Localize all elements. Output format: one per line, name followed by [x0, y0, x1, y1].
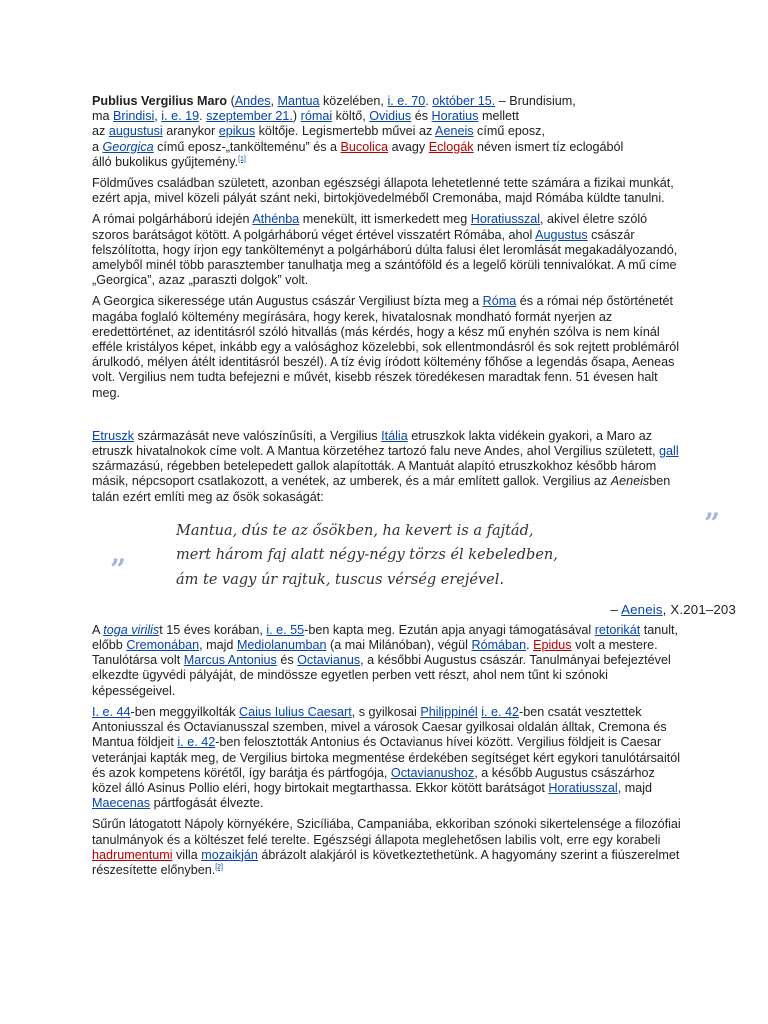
- link-georgica[interactable]: Georgica: [102, 139, 154, 154]
- reference-2[interactable]: [2]: [215, 863, 224, 871]
- article-body: [92, 94, 736, 884]
- link-toga-virilis[interactable]: toga virilis: [103, 622, 160, 637]
- paragraph-etruscan: Etruszk származását neve valószínűsíti, a Vergilius Itália etruszkok lakta vidékein gyakori, a Maro az etruszk hivatalnokok címe volt. A Mantua körzetéhez tartozó falu neve Andes, ahol Vergilius született, gall származású, régebben betelepedett gallok alapították. A Mantuát alapító etruszkokhoz később három másik, népcsoport csatlakozott, a venétek, az umberek, és a már említett gallok. Vergilius az Aeneisben talán ezért említi meg az ősök sokaságát:: [92, 428, 679, 504]
- link-augustus[interactable]: Augustus: [535, 227, 588, 242]
- quote-line-3: ám te vagy úr rajtuk, tuscus vérség erejével.: [176, 571, 504, 588]
- link-horatiusszal-b[interactable]: Horatiusszal: [548, 780, 618, 795]
- link-year-55[interactable]: i. e. 55: [266, 622, 305, 637]
- link-epikus[interactable]: epikus: [218, 124, 256, 139]
- link-octavianushoz[interactable]: Octavianushoz: [390, 765, 475, 780]
- link-italia[interactable]: Itália: [381, 428, 408, 443]
- paragraph-caesar: I. e. 44-ben meggyilkolták Caius Iulius Caesart, s gyilkosai Philippinél i. e. 42-ben csatát vesztettek Antoniusszal és Octavianusszal szemben, mivel a városok Caesar gyilkosai oldalán álltak, Cremona és Mantua földjeit i. e. 42-ben felosztották Antonius és Octavianus hívei között. Vergilius földjeit is Caesar veteránjai kapták meg, de Vergilius birtoka megmentése érdekében segítséget kért egykori tanulótársaitól és azok kompetens körétől, így barátja és pártfogója, Octavianushoz, a később Augustus császárhoz közel álló Asinus Pollio eléri, hogy birtokait megtarthassa. Ekkor kötött barátságot Horatiusszal, majd Maecenas pártfogását élvezte.: [92, 704, 681, 811]
- link-roma[interactable]: Róma: [482, 294, 517, 309]
- paragraph-civil-war: A római polgárháború idején Athénba menekült, itt ismerkedett meg Horatiusszal, akivel életre szóló szoros barátságot kötött. A polgárháború véget értével visszatért Rómába, ahol Augustus császár felszólította, hogy írjon egy tankölteményt a polgárháború dúlta falusi élet leromlását megakadályozandó, amelyből minél több parasztember tanulhatja meg a szántóföld és a legelő körüli tennivalókat. A mű címe „Georgica”, azaz „paraszti dolgok” volt.: [92, 212, 678, 288]
- paragraph-education: A toga virilist 15 éves korában, i. e. 55-ben kapta meg. Ezután apja anyagi támogatásával retorikát tanult, előbb Cremonában, majd Mediolanumban (a mai Milánóban), végül Rómában. Epidus volt a mestere. Tanulótársa volt Marcus Antonius és Octavianus, a későbbi Augustus császár. Tanulmányai befejeztével elkezdte ügyvédi pályáját, de mindössze egyetlen perben vett részt, ahol nem tűnt ki szónoki képességeivel.: [92, 622, 679, 698]
- link-horatius[interactable]: Horatius: [431, 109, 479, 124]
- link-mozaikjan[interactable]: mozaikján: [201, 847, 258, 862]
- link-athenba[interactable]: Athénba: [252, 212, 300, 227]
- link-marcus-antonius[interactable]: Marcus Antonius: [183, 653, 277, 668]
- link-year-44[interactable]: I. e. 44: [92, 704, 131, 719]
- paragraph-aeneis: A Georgica sikeressége után Augustus császár Vergiliust bízta meg a Róma és a római nép őstörténetét magába foglaló költemény megírására, hogy kerek, hivatalosnak mondható formát nyerjen az eredettörténet, az identitásról szóló hitvallás (más kérdés, hogy a kész mű enyhén szólva is nem kínál efféle kristályos képet, inkább egy a valósághoz közelebbi, sok ellentmondásról és sok rejtett problémáról árulkodó, mélyen átélt identitásról beszél). A tíz évig íródott költemény főhőse a legendás ősapa, Aeneas volt. Vergilius nem tudta befejezni e művét, kisebb részek töredékesen maradtak fenn. 51 évesen halt meg.: [92, 294, 680, 400]
- link-philippi[interactable]: Philippinél: [420, 704, 478, 719]
- link-year-70[interactable]: i. e. 70: [387, 94, 426, 108]
- link-gall[interactable]: gall: [659, 444, 679, 459]
- link-eclogak[interactable]: Eclogák: [428, 139, 474, 154]
- link-horatiusszal[interactable]: Horatiusszal: [470, 212, 541, 227]
- link-augustusi[interactable]: augustusi: [108, 124, 163, 139]
- link-andes[interactable]: Andes: [234, 94, 271, 108]
- link-mantua[interactable]: Mantua: [277, 94, 320, 108]
- quote-mark-icon: ”: [704, 506, 721, 540]
- link-aeneis[interactable]: Aeneis: [435, 124, 474, 139]
- link-october-15[interactable]: október 15.: [432, 94, 496, 108]
- link-year-42-b[interactable]: i. e. 42: [177, 735, 216, 750]
- link-maecenas[interactable]: Maecenas: [92, 796, 151, 811]
- link-mediolanumban[interactable]: Mediolanumban: [236, 638, 327, 653]
- link-bucolica[interactable]: Bucolica: [340, 139, 389, 154]
- link-hadrumentumi[interactable]: hadrumentumi: [92, 847, 173, 862]
- link-ovidius[interactable]: Ovidius: [369, 109, 412, 124]
- blockquote: [92, 506, 736, 623]
- quote-line-1: Mantua, dús te az ősökben, ha kevert is a fajtád,: [176, 522, 534, 539]
- quote-mark-icon: ”: [110, 552, 127, 586]
- link-etruszk[interactable]: Etruszk: [92, 428, 134, 443]
- link-romaban[interactable]: Rómában: [471, 638, 527, 653]
- link-caesar[interactable]: Caius Iulius Caesart: [239, 704, 352, 719]
- paragraph-naples: Sűrűn látogatott Nápoly környékére, Szicíliába, Campaniába, ekkoriban szónoki sikertelensége a filozófiai tanulmányok és a költészet felé terelte. Egészségi állapota meglehetősen labilis volt, erre egy korabeli hadrumentumi villa mozaikján ábrázolt alakjáról is következtethetünk. A hagyomány szerint a fiúszerelmet részesítette előnyben.[2]: [92, 817, 681, 877]
- reference-1[interactable]: [1]: [238, 155, 246, 163]
- link-cite-aeneis[interactable]: Aeneis: [621, 601, 663, 617]
- link-romai[interactable]: római: [300, 109, 333, 124]
- link-retorikat[interactable]: retorikát: [594, 622, 641, 637]
- quote-text: [176, 519, 558, 593]
- paragraph-childhood: Földműves családban született, azonban egészségi állapota lehetetlenné tette számára a fizikai munkát, ezért apja, mivel közeli pályát szánt neki, birtokjövedelméből Cremonába, majd Rómába küldte tanulni.: [92, 176, 674, 206]
- link-september-21[interactable]: szeptember 21.: [206, 109, 293, 124]
- link-year-19[interactable]: i. e. 19: [161, 109, 200, 124]
- link-brindisi[interactable]: Brindisi: [113, 109, 155, 124]
- paragraph-intro: Publius Vergilius Maro (Andes, Mantua közelében, i. e. 70. október 15. – Brundisium, ma Brindisi, i. e. 19. szeptember 21.) római költő, Ovidius és Horatius mellett az augustusi aranykor epikus költője. Legismertebb művei az Aeneis című eposz, a Georgica című eposz-„tankölteménu” és a Bucolica avagy Eclogák néven ismert tíz eclogából álló bukolikus gyűjtemény.[1]: [92, 94, 624, 169]
- link-octavianus[interactable]: Octavianus: [297, 653, 361, 668]
- link-epidus[interactable]: Epidus: [533, 638, 572, 653]
- quote-line-2: mert három faj alatt négy-négy törzs él kebeledben,: [176, 547, 558, 564]
- article-subject: Publius Vergilius Maro: [92, 94, 228, 108]
- link-cremonaban[interactable]: Cremonában: [126, 638, 200, 653]
- link-year-42[interactable]: i. e. 42: [481, 704, 520, 719]
- quote-citation: – Aeneis, X.201–203: [610, 601, 736, 617]
